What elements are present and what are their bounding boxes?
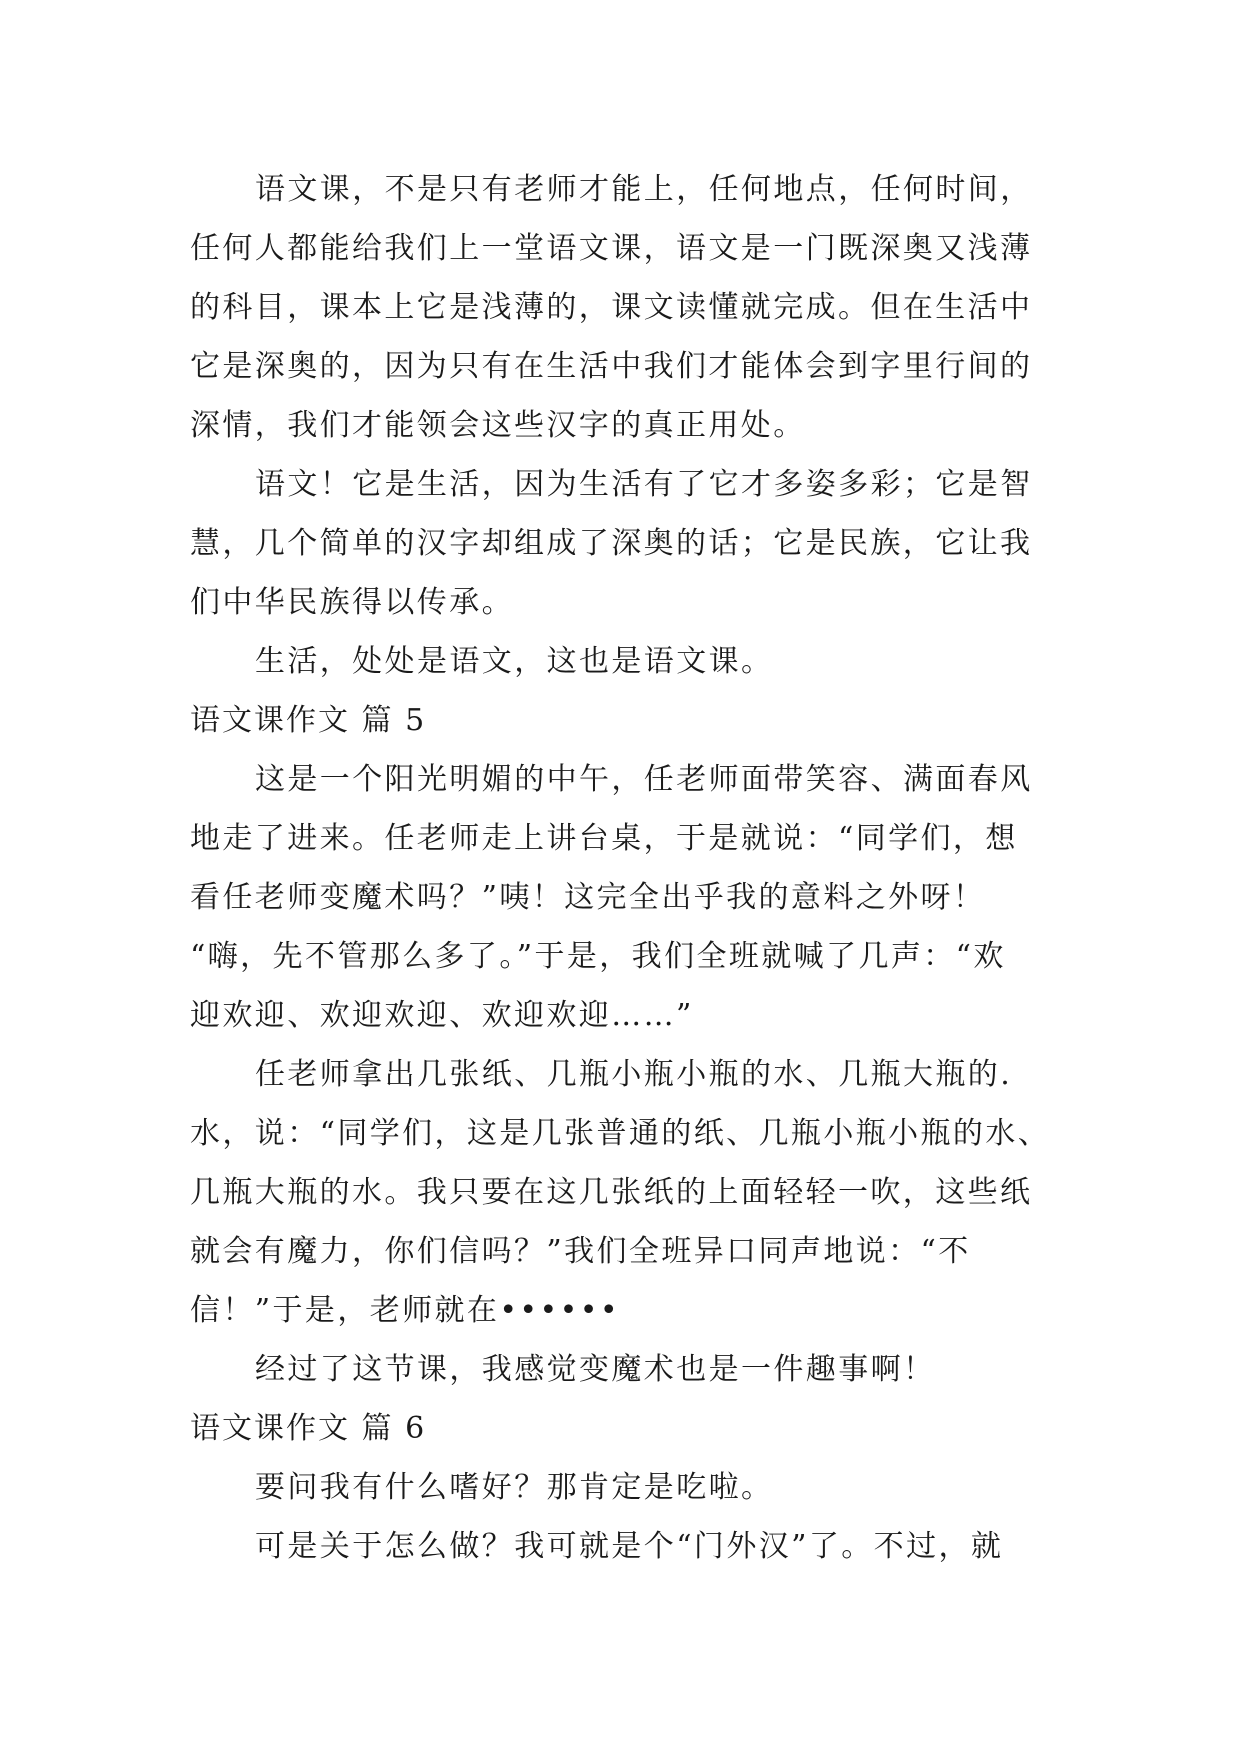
paragraph-line: 的科目，课本上它是浅薄的，课文读懂就完成。但在生活中 xyxy=(190,290,1033,325)
paragraph-line: 可是关于怎么做？我可就是个“门外汉”了。不过，就 xyxy=(255,1529,1004,1564)
paragraph-line: 经过了这节课，我感觉变魔术也是一件趣事啊！ xyxy=(255,1352,936,1387)
paragraph-line: 地走了进来。任老师走上讲台桌，于是就说：“同学们，想 xyxy=(190,821,1018,856)
section-heading: 语文课作文 篇 5 xyxy=(190,703,427,738)
paragraph-line: 慧，几个简单的汉字却组成了深奥的话；它是民族，它让我 xyxy=(190,526,1033,561)
paragraph-line: 任何人都能给我们上一堂语文课，语文是一门既深奥又浅薄 xyxy=(190,231,1033,266)
paragraph-line: 信！”于是，老师就在•••••• xyxy=(190,1293,620,1328)
paragraph-line: 这是一个阳光明媚的中午，任老师面带笑容、满面春风 xyxy=(255,762,1033,797)
paragraph-line: 深情，我们才能领会这些汉字的真正用处。 xyxy=(190,408,806,443)
paragraph-line: 它是深奥的，因为只有在生活中我们才能体会到字里行间的 xyxy=(190,349,1033,384)
paragraph-line: 生活，处处是语文，这也是语文课。 xyxy=(255,644,774,679)
paragraph-line: 几瓶大瓶的水。我只要在这几张纸的上面轻轻一吹，这些纸 xyxy=(190,1175,1033,1210)
paragraph-line: 任老师拿出几张纸、几瓶小瓶小瓶的水、几瓶大瓶的. xyxy=(255,1057,1013,1092)
paragraph-line: 语文！它是生活，因为生活有了它才多姿多彩；它是智 xyxy=(255,467,1033,502)
paragraph-line: 看任老师变魔术吗？”咦！这完全出乎我的意料之外呀！ xyxy=(190,880,986,915)
paragraph-line: 们中华民族得以传承。 xyxy=(190,585,514,620)
paragraph-line: 迎欢迎、欢迎欢迎、欢迎欢迎……” xyxy=(190,998,694,1033)
paragraph-line: 就会有魔力，你们信吗？”我们全班异口同声地说：“不 xyxy=(190,1234,971,1269)
paragraph-line: “嗨，先不管那么多了。”于是，我们全班就喊了几声：“欢 xyxy=(190,939,1006,974)
section-heading: 语文课作文 篇 6 xyxy=(190,1411,427,1446)
paragraph-line: 水，说：“同学们，这是几张普通的纸、几瓶小瓶小瓶的水、 xyxy=(190,1116,1051,1151)
paragraph-line: 要问我有什么嗜好？那肯定是吃啦。 xyxy=(255,1470,774,1505)
paragraph-line: 语文课，不是只有老师才能上，任何地点，任何时间， xyxy=(255,172,1033,207)
